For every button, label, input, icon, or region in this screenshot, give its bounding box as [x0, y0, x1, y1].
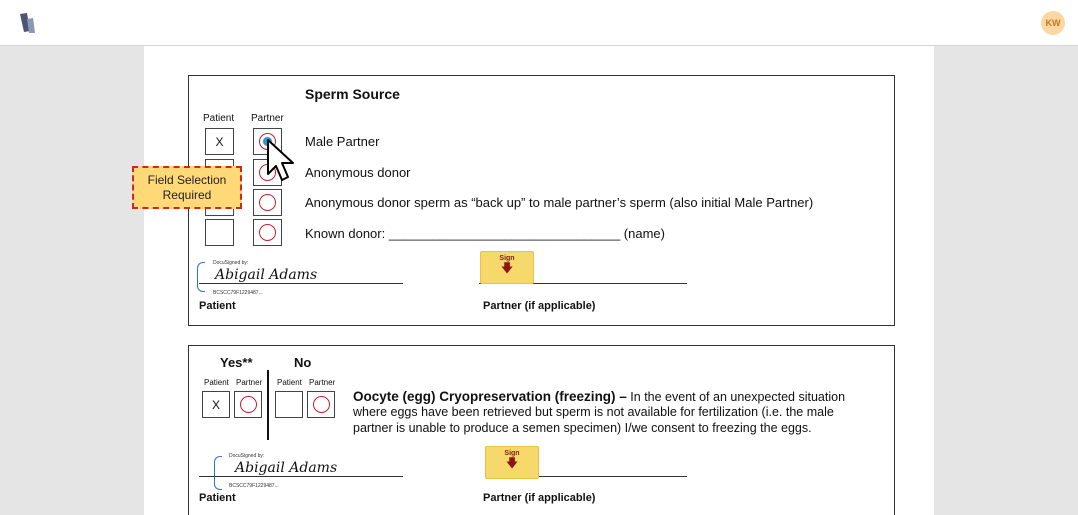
patient-signature-2: Abigail Adams [235, 460, 338, 476]
yes-label: Yes** [220, 355, 253, 370]
patient-checkbox-male-partner[interactable]: X [205, 128, 234, 155]
signature-bracket [197, 262, 205, 292]
sign-label: Sign [499, 255, 515, 262]
oocyte-text-line1: In the event of an unexpected situation [630, 390, 846, 404]
download-arrow-icon-2: 🡇 [505, 456, 519, 470]
patient-checkbox-known-donor[interactable] [205, 219, 234, 246]
app-logo-icon[interactable] [17, 11, 39, 35]
col-header-patient: Patient [203, 113, 235, 124]
field-selection-required-tooltip [132, 166, 242, 209]
option-known-donor: Known donor: ________________________________ (name) [305, 226, 665, 241]
patient-signature-line-2 [199, 476, 403, 477]
docusigned-label-2: DocuSigned by: [229, 453, 265, 459]
document-page [144, 46, 934, 515]
sperm-source-section [188, 75, 895, 326]
oocyte-title: Oocyte (egg) Cryopreservation (freezing) – [353, 389, 627, 404]
partner-sign-button-2[interactable] [485, 446, 539, 479]
oocyte-text-line2: where eggs have been retrieved but sperm is not available for fertilization (i.e. the male [353, 405, 834, 419]
oocyte-no-partner-radio[interactable] [307, 391, 335, 418]
partner-sign-button[interactable] [480, 251, 534, 284]
oocyte-section [188, 345, 895, 515]
oocyte-no-patient-checkbox[interactable] [275, 391, 303, 418]
mouse-pointer-icon [266, 138, 296, 182]
option-backup: Anonymous donor sperm as “back up” to male partner’s sperm (also initial Male Partner) [305, 195, 814, 210]
option-anonymous-donor: Anonymous donor [305, 165, 411, 180]
signature-id: BCSCC79F1229487... [213, 290, 263, 296]
option-male-partner: Male Partner [305, 134, 380, 149]
partner-label-2: Partner (if applicable) [483, 492, 596, 504]
col-header-partner: Partner [251, 113, 284, 124]
signature-id-2: BCSCC79F1229487... [229, 483, 279, 489]
oocyte-yes-partner-radio[interactable] [234, 391, 262, 418]
user-avatar[interactable]: KW [1041, 11, 1065, 35]
no-col-partner: Partner [309, 378, 336, 387]
download-arrow-icon: 🡇 [500, 261, 514, 275]
patient-signature: Abigail Adams [215, 267, 318, 283]
patient-label: Patient [199, 300, 236, 312]
signature-bracket-2 [214, 456, 222, 490]
oocyte-text-line3: partner is unable to produce a semen specimen) I/we consent to freezing the eggs. [353, 421, 812, 435]
patient-signature-line [199, 283, 403, 284]
no-col-patient: Patient [277, 378, 302, 387]
sign-label-2: Sign [504, 450, 520, 457]
patient-label-2: Patient [199, 492, 236, 504]
tooltip-text: Field Selection Required [147, 172, 227, 202]
oocyte-line1 [353, 389, 845, 404]
sperm-source-title: Sperm Source [305, 86, 400, 102]
partner-label: Partner (if applicable) [483, 300, 596, 312]
yes-no-divider [267, 370, 269, 440]
docusigned-label: DocuSigned by: [213, 260, 249, 266]
partner-radio-backup[interactable] [253, 189, 282, 216]
yes-col-patient: Patient [204, 378, 229, 387]
no-label: No [294, 355, 312, 370]
top-bar [0, 0, 1078, 46]
partner-radio-known-donor[interactable] [253, 219, 282, 246]
oocyte-yes-patient-checkbox[interactable]: X [202, 391, 230, 418]
yes-col-partner: Partner [236, 378, 263, 387]
